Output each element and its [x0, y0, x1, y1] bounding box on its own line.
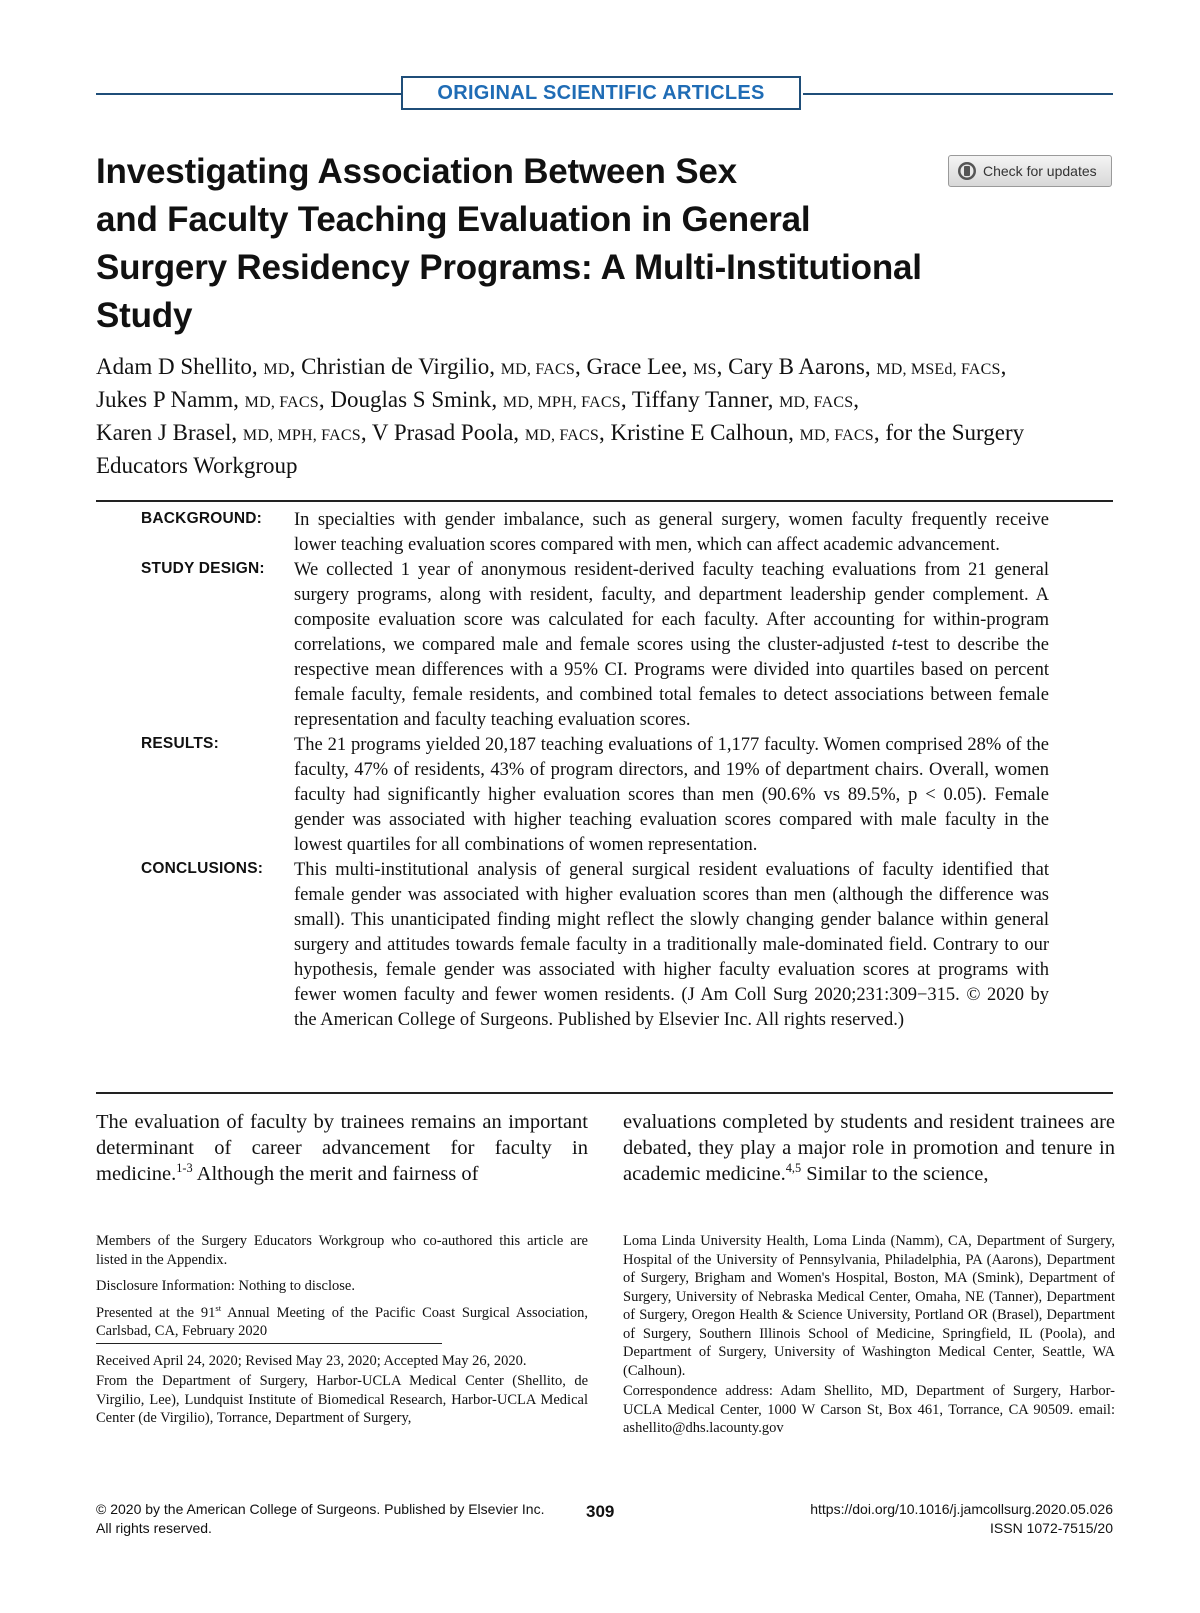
- title-line: Study: [96, 296, 193, 335]
- footer-left: [96, 1500, 544, 1538]
- abstract-text-italic: t: [891, 635, 897, 655]
- author-name: , Tiffany Tanner,: [620, 387, 780, 412]
- author-degree: MD, FACS: [799, 427, 874, 444]
- author-line: [96, 352, 1116, 385]
- page-footer: [96, 1500, 1113, 1544]
- body-text: evaluations completed by students and resident trainees are debated, they play a major role in promotion and tenure in academic medicine.: [623, 1111, 1115, 1185]
- abstract-label: RESULTS:: [141, 735, 219, 752]
- footnote-members: Members of the Surgery Educators Workgroup who co-authored this article are listed in the Appendix.: [96, 1233, 588, 1268]
- author-separator: ,: [1000, 354, 1007, 379]
- abstract-top-rule: [96, 500, 1113, 502]
- crossmark-icon: [957, 161, 977, 181]
- author-name: , Kristine E Calhoun,: [599, 420, 800, 445]
- abstract-text: The 21 programs yielded 20,187 teaching evaluations of 1,177 faculty. Women comprised 28% of the faculty, 47% of residents, 43% of program directors, and 19% of department chairs. Overall, women faculty had significantly higher evaluation scores than men (90.6% vs 89.5%, p < 0.05). Female gender was associated with higher teaching evaluation scores compared with male faculty in the lowest quartiles for all combinations of women representation.: [294, 735, 1049, 855]
- author-degree: MD: [263, 361, 290, 378]
- doi-link[interactable]: https://doi.org/10.1016/j.jamcollsurg.2020.05.026: [810, 1501, 1113, 1517]
- author-name: Karen J Brasel,: [96, 420, 243, 445]
- footnotes-left: [96, 1232, 588, 1436]
- abstract-conclusions: [96, 858, 1113, 1033]
- author-name: , V Prasad Poola,: [360, 420, 525, 445]
- author-degree: MD, MPH, FACS: [502, 394, 621, 411]
- author-name: , Douglas S Smink,: [318, 387, 503, 412]
- citation-link[interactable]: 1-3: [176, 1161, 193, 1176]
- section-header-rule-right: [803, 93, 1113, 95]
- abstract-text-part: -test to describe the respective mean differences with a 95% CI. Programs were divided into quartiles based on percent female faculty, female residents, and combined total females to detect associations between female representation and faculty teaching evaluation scores.: [294, 635, 1049, 730]
- author-degree: MD, FACS: [524, 427, 600, 444]
- abstract-study-design: [96, 558, 1113, 733]
- section-header-label: ORIGINAL SCIENTIFIC ARTICLES: [401, 76, 801, 110]
- footnote-correspondence: Correspondence address: Adam Shellito, MD, Department of Surgery, Harbor-UCLA Medical Center, 1000 W Carson St, Box 461, Torrance, CA 90509. email: ashellito@dhs.lacounty.gov: [623, 1383, 1115, 1436]
- author-name: , Grace Lee,: [574, 354, 694, 379]
- footnote-text: Annual Meeting of the Pacific Coast Surgical Association, Carlsbad, CA, February 2020: [96, 1304, 588, 1339]
- author-name: , Christian de Virgilio,: [289, 354, 501, 379]
- page-number: 309: [586, 1502, 615, 1521]
- title-line: Investigating Association Between Sex: [96, 152, 737, 191]
- issn: ISSN 1072-7515/20: [990, 1520, 1113, 1536]
- abstract-text: This multi-institutional analysis of general surgical resident evaluations of faculty identified that female gender was associated with higher evaluation scores than men (although the difference was small). This unanticipated finding might reflect the slowly changing gender balance within general surgery and attitudes towards female faculty in a traditionally male-dominated field. Contrary to our hypothesis, female gender was associated with higher faculty evaluation scores at programs with fewer women faculty and fewer women residents. (J Am Coll Surg 2020;231:309−315. © 2020 by the American College of Surgeons. Published by Elsevier Inc. All rights reserved.): [294, 860, 1049, 1030]
- author-list: [96, 352, 1116, 481]
- footer-copyright: © 2020 by the American College of Surgeons. Published by Elsevier Inc.: [96, 1501, 545, 1517]
- section-header-rule-left: [96, 93, 401, 95]
- check-for-updates-label: Check for updates: [983, 163, 1097, 179]
- author-degree: MD, MPH, FACS: [242, 427, 361, 444]
- footnote-text: Presented at the 91: [96, 1304, 216, 1321]
- title-line: Surgery Residency Programs: A Multi-Institutional: [96, 248, 922, 287]
- check-for-updates-button[interactable]: [948, 155, 1112, 187]
- footnote-affiliation: Loma Linda University Health, Loma Linda (Namm), CA, Department of Surgery, Hospital of the University of Pennsylvania, Philadelphia, PA (Aarons), Department of Surgery, Brigham and Women's Hospital, Boston, MA (Smink), Department of Surgery, University of Nebraska Medical Center, Omaha, NE (Tanner), Department of Surgery, Oregon Health & Science University, Portland OR (Brasel), Department of Surgery, Southern Illinois School of Medicine, Springfield, IL (Poola), and Department of Surgery, University of Washington Medical Center, Seattle, WA (Calhoun).: [623, 1233, 1115, 1379]
- body-text: Although the merit and fairness of: [192, 1163, 479, 1185]
- footer-rights: All rights reserved.: [96, 1520, 212, 1536]
- footer-right: [810, 1500, 1113, 1538]
- author-name: , Cary B Aarons,: [716, 354, 877, 379]
- body-text: Similar to the science,: [801, 1163, 989, 1185]
- abstract-text: [294, 558, 1049, 733]
- author-name: Jukes P Namm,: [96, 387, 245, 412]
- author-line: Educators Workgroup: [96, 453, 298, 478]
- footnotes-right: [623, 1232, 1115, 1446]
- author-degree: MD, FACS: [779, 394, 854, 411]
- abstract-label: CONCLUSIONS:: [141, 860, 264, 877]
- article-title: [96, 148, 1056, 340]
- author-separator: ,: [853, 387, 860, 412]
- abstract-background: [96, 508, 1113, 558]
- abstract-text-part: We collected 1 year of anonymous resident-derived faculty teaching evaluations from 21 general surgery programs, along with resident, faculty, and department leadership gender complement. A composite evaluation score was calculated for each faculty. After accounting for within-program correlations, we compared male and female scores using the cluster-adjusted: [294, 560, 1049, 655]
- footnote-received: Received April 24, 2020; Revised May 23, 2020; Accepted May 26, 2020.: [96, 1352, 527, 1369]
- abstract-text: In specialties with gender imbalance, such as general surgery, women faculty frequently receive lower teaching evaluation scores compared with men, which can affect academic advancement.: [294, 510, 1049, 555]
- abstract: [96, 508, 1113, 1033]
- author-name: Adam D Shellito,: [96, 354, 264, 379]
- author-degree: MD, FACS: [500, 361, 575, 378]
- abstract-label: STUDY DESIGN:: [141, 560, 265, 577]
- author-name: , for the Surgery: [873, 420, 1025, 445]
- citation-link[interactable]: 4,5: [785, 1161, 802, 1176]
- author-line: [96, 418, 1116, 451]
- author-line: [96, 385, 1116, 418]
- footnote-affiliation: From the Department of Surgery, Harbor-UCLA Medical Center (Shellito, de Virgilio, Lee), Lundquist Institute of Biomedical Research, Harbor-UCLA Medical Center (de Virgilio), Torrance, Department of Surgery,: [96, 1373, 588, 1426]
- body-text-right: [623, 1109, 1115, 1187]
- abstract-results: [96, 733, 1113, 858]
- abstract-bottom-rule: [96, 1092, 1113, 1094]
- abstract-label: BACKGROUND:: [141, 510, 263, 527]
- body-text: The evaluation of faculty by trainees remains an important determinant of career advancement for faculty in medicine.: [96, 1111, 588, 1185]
- body-text-left: [96, 1109, 588, 1187]
- footnote-superscript: st: [215, 1302, 222, 1313]
- footnote-rule: [96, 1343, 442, 1344]
- title-line: and Faculty Teaching Evaluation in General: [96, 200, 811, 239]
- section-header: [96, 76, 1113, 112]
- author-degree: MD, MSEd, FACS: [876, 361, 1001, 378]
- footnote-disclosure: Disclosure Information: Nothing to disclose.: [96, 1278, 355, 1294]
- author-degree: MS: [693, 361, 717, 378]
- author-degree: MD, FACS: [244, 394, 319, 411]
- footnote-presented: [96, 1304, 588, 1341]
